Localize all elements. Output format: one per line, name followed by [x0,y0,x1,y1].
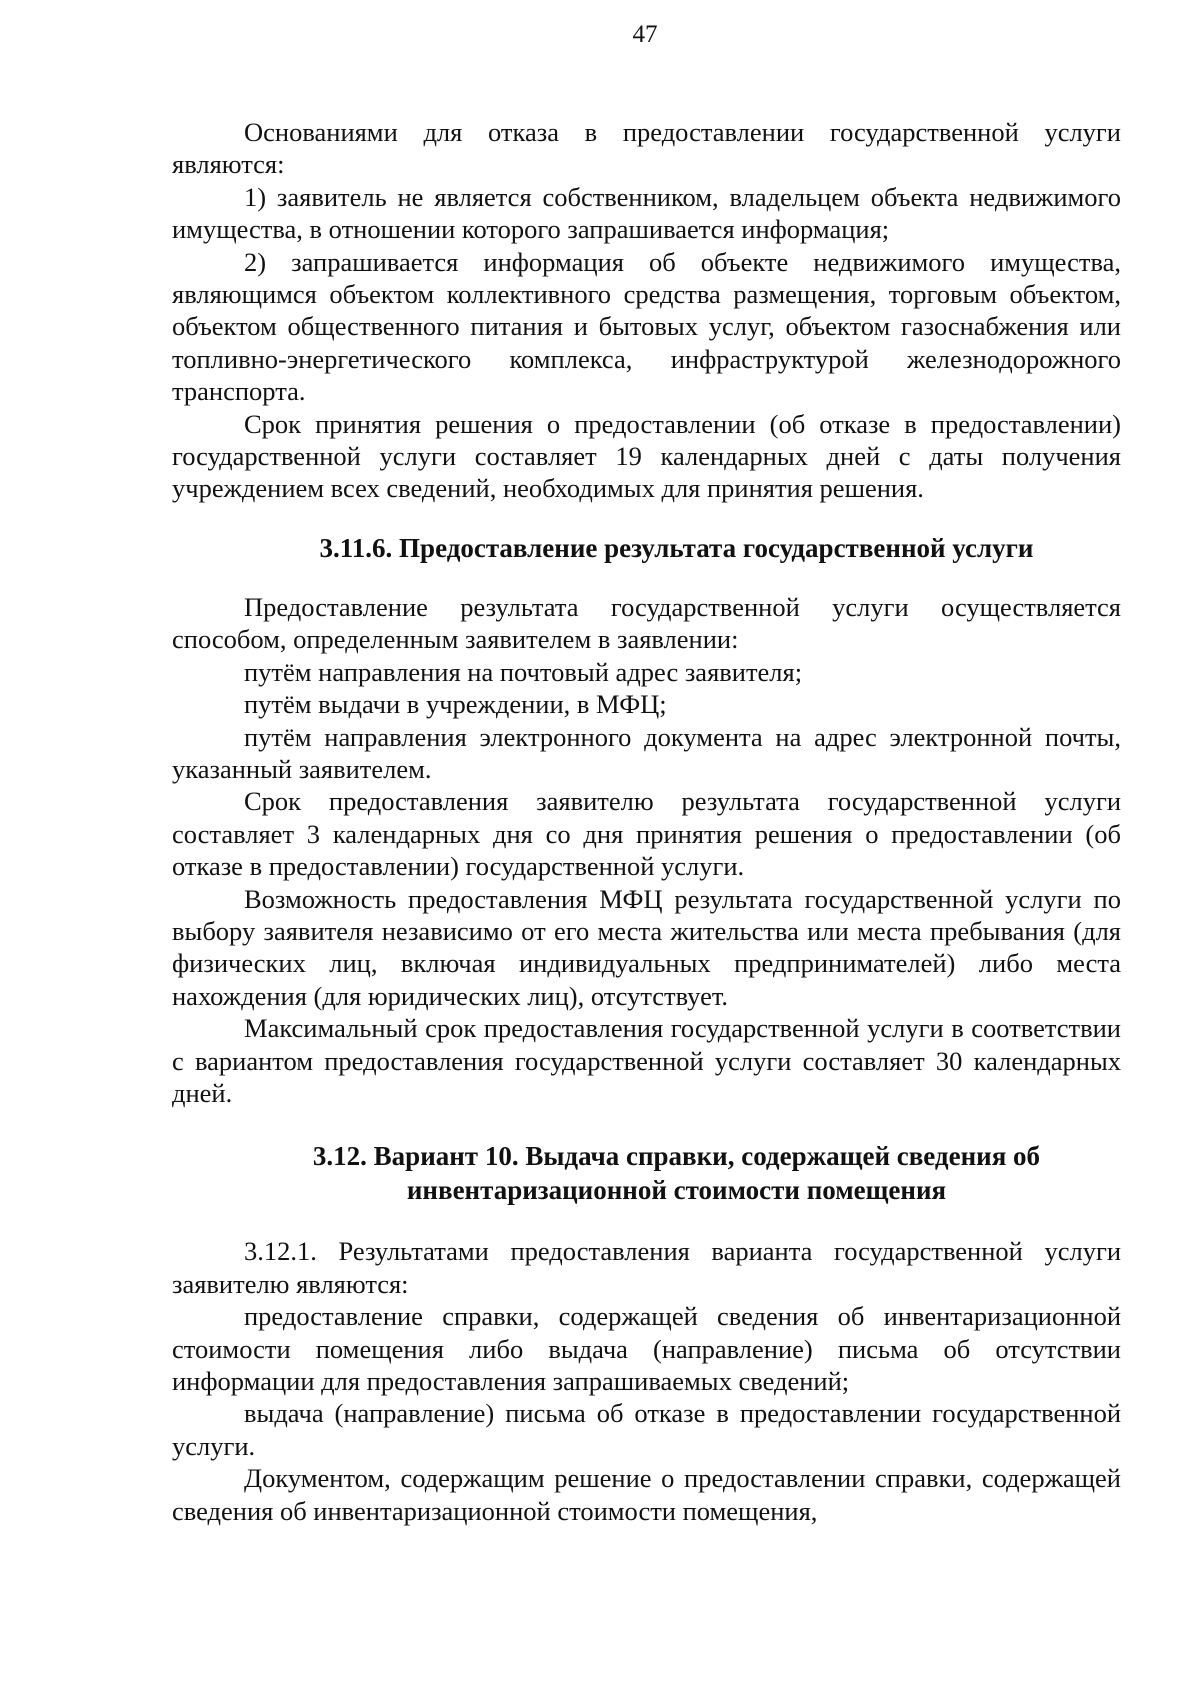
list-item: путём выдачи в учреждении, в МФЦ; [244,689,667,720]
section-heading-3-11-6: 3.11.6. Предоставление результата государственной услуги [319,532,1034,563]
paragraph: Документом, содержащим решение о предоставлении справки, содержащей сведения об инвентаризационной стоимости помещения, [172,1463,1121,1526]
paragraph: Срок предоставления заявителю результата государственной услуги составляет 3 календарных дня со дня принятия решения о предоставлении (об отказе в предоставлении) государственной услуги. [172,786,1121,882]
paragraph: 3.12.1. Результатами предоставления варианта государственной услуги заявителю являются: [172,1236,1121,1299]
list-item: выдача (направление) письма об отказе в предоставлении государственной услуги. [172,1398,1121,1461]
paragraph: Предоставление результата государственной услуги осуществляется способом, определенным заявителем в заявлении: [172,591,1121,655]
paragraph: Возможность предоставления МФЦ результата государственной услуги по выбору заявителя независимо от его места жительства или места пребывания (для физических лиц, включая индивидуальных предпринимателей) либо места нахождения (для юридических лиц), отсутствует. [172,883,1121,1011]
list-item: предоставление справки, содержащей сведения об инвентаризационной стоимости помещения либо выдача (направление) письма об отсутствии информации для предоставления запрашиваемых сведений; [172,1301,1121,1396]
section-heading-3-12-line1: 3.12. Вариант 10. Выдача справки, содержащей сведения об [312,1141,1041,1172]
list-item: 1) заявитель не является собственником, владельцем объекта недвижимого имущества, в отношении которого запрашивается информация; [172,181,1121,245]
page-number: 47 [632,21,658,48]
section-heading-3-12-line2: инвентаризационной стоимости помещения [406,1175,947,1206]
list-item: путём направления электронного документа на адрес электронной почты, указанный заявителем. [172,721,1121,784]
paragraph: Максимальный срок предоставления государственной услуги в соответствии с вариантом предоставления государственной услуги составляет 30 календарных дней. [172,1013,1121,1108]
paragraph: Основаниями для отказа в предоставлении государственной услуги являются: [172,117,1121,180]
list-item: путём направления на почтовый адрес заявителя; [244,656,803,687]
list-item: 2) запрашивается информация об объекте недвижимого имущества, являющимся объектом коллективного средства размещения, торговым объектом, объектом общественного питания и бытовых услуг, объектом газоснабжения или топливно-энергетического комплекса, инфраструктурой железнодорожного транспорта. [172,246,1121,407]
paragraph: Срок принятия решения о предоставлении (об отказе в предоставлении) государственной услуги составляет 19 календарных дней с даты получения учреждением всех сведений, необходимых для принятия решения. [172,408,1121,504]
document-body [172,116,1121,1527]
